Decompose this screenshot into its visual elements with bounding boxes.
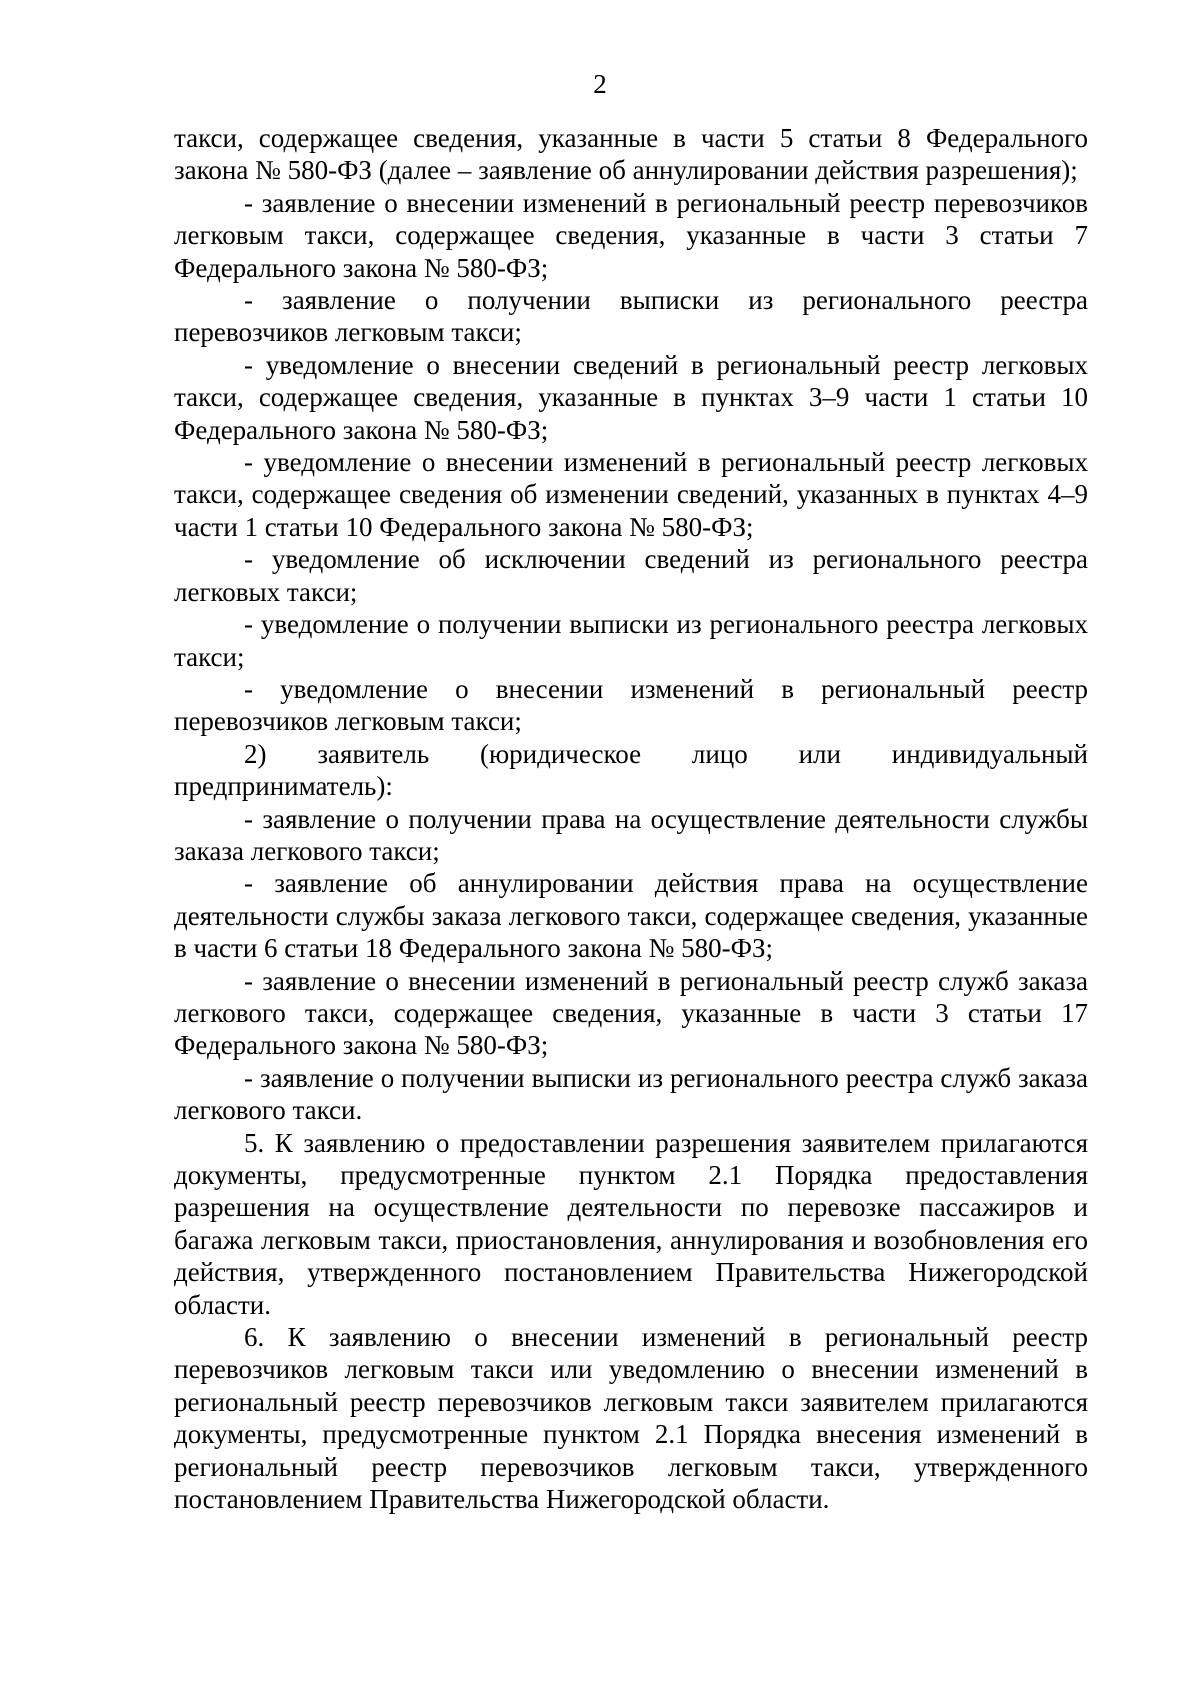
paragraph: такси, содержащее сведения, указанные в части 5 статьи 8 Федерального закона № 580-ФЗ (далее – заявление об аннулировании действия разрешения);: [174, 123, 1088, 186]
paragraph: - заявление о получении права на осуществление деятельности службы заказа легкового такси;: [174, 803, 1088, 866]
paragraph: - заявление об аннулировании действия права на осуществление деятельности службы заказа легкового такси, содержащее сведения, указанные в части 6 статьи 18 Федерального закона № 580-ФЗ;: [174, 868, 1088, 964]
paragraph: - заявление о получении выписки из регионального реестра перевозчиков легковым такси;: [174, 285, 1088, 348]
paragraph: 2) заявитель (юридическое лицо или индивидуальный предприниматель):: [174, 738, 1088, 802]
paragraph: - уведомление о внесении изменений в региональный реестр перевозчиков легковым такси;: [174, 673, 1088, 737]
paragraph: - уведомление о внесении изменений в региональный реестр легковых такси, содержащее сведения об изменении сведений, указанных в пунктах 4–9 части 1 статьи 10 Федерального закона № 580-ФЗ;: [174, 447, 1088, 542]
paragraph: - заявление о внесении изменений в региональный реестр перевозчиков легковым такси, содержащее сведения, указанные в части 3 статьи 7 Федерального закона № 580-ФЗ;: [174, 187, 1088, 283]
document-body: [174, 122, 1088, 1515]
paragraph: - уведомление об исключении сведений из регионального реестра легковых такси;: [174, 544, 1088, 607]
paragraph: - уведомление о внесении сведений в региональный реестр легковых такси, содержащее сведения, указанные в пунктах 3–9 части 1 статьи 10 Федерального закона № 580-ФЗ;: [174, 349, 1088, 445]
paragraph: - заявление о получении выписки из регионального реестра служб заказа легкового такси.: [174, 1062, 1088, 1126]
paragraph: - заявление о внесении изменений в региональный реестр служб заказа легкового такси, содержащее сведения, указанные в части 3 статьи 17 Федерального закона № 580-ФЗ;: [174, 965, 1088, 1061]
paragraph: - уведомление о получении выписки из регионального реестра легковых такси;: [174, 609, 1088, 672]
paragraph: 5. К заявлению о предоставлении разрешения заявителем прилагаются документы, предусмотренные пунктом 2.1 Порядка предоставления разрешения на осуществление деятельности по перевозке пассажиров и багажа легковым такси, приостановления, аннулирования и возобновления его действия, утвержденного постановлением Правительства Нижегородской области.: [174, 1127, 1088, 1320]
paragraph: 6. К заявлению о внесении изменений в региональный реестр перевозчиков легковым такси или уведомлению о внесении изменений в региональный реестр перевозчиков легковым такси заявителем прилагаются документы, предусмотренные пунктом 2.1 Порядка внесения изменений в региональный реестр перевозчиков легковым такси, утвержденного постановлением Правительства Нижегородской области.: [174, 1322, 1088, 1515]
page-number: 2: [593, 69, 607, 99]
